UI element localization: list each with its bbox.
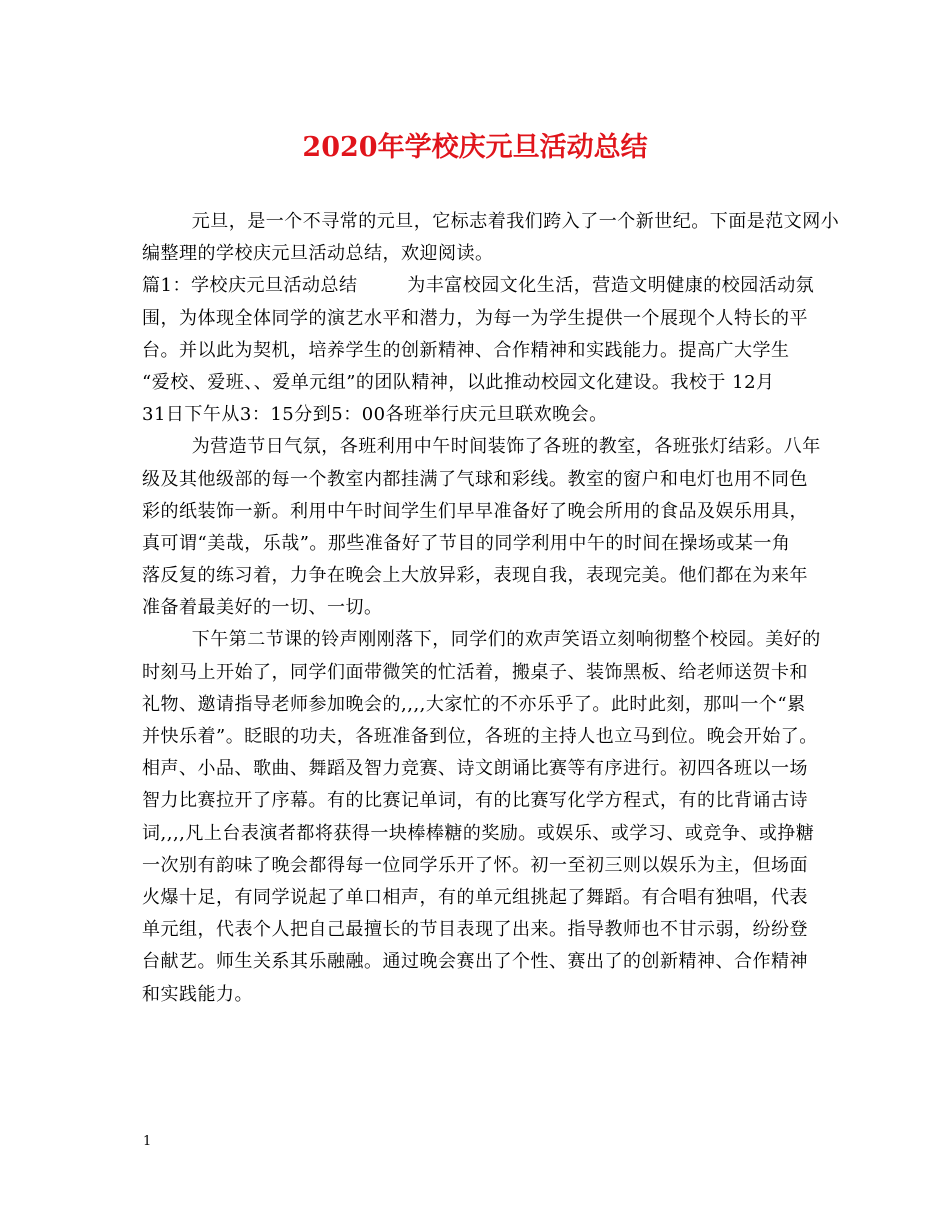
text-line: 并快乐着”。眨眼的功夫，各班准备到位，各班的主持人也立马到位。晚会开始了。	[142, 726, 818, 747]
text-line: 落反复的练习着，力争在晚会上大放异彩，表现自我，表现完美。他们都在为来年	[142, 565, 808, 587]
text-line: 围，为体现全体同学的演艺水平和潜力，为每一为学生提供一个展现个人特长的平	[142, 307, 808, 329]
text-line: 彩的纸装饰一新。利用中午时间学生们早早准备好了晚会所用的食品及娱乐用具，	[142, 500, 808, 522]
text-line: 下午第二节课的铃声刚刚落下，同学们的欢声笑语立刻响彻整个校园。美好的	[142, 629, 821, 651]
text-line: 31日下午从3：15分到5：00各班举行庆元旦联欢晚会。	[142, 404, 608, 426]
text-line: 为营造节日气氛，各班利用中午时间装饰了各班的教室，各班张灯结彩。八年	[142, 436, 821, 458]
document-body	[142, 206, 840, 1011]
text-line: 准备着最美好的一切、一切。	[142, 597, 383, 619]
text-line: 时刻马上开始了，同学们面带微笑的忙活着，搬桌子、装饰黑板、给老师送贺卡和	[142, 661, 808, 683]
text-line: 真可谓“美哉，乐哉”。那些准备好了节目的同学利用中午的时间在操场或某一角	[142, 532, 791, 554]
text-line: 元旦，是一个不寻常的元旦，它标志着我们跨入了一个新世纪。下面是范文网小	[142, 211, 840, 232]
text-line: 篇1：学校庆元旦活动总结 为丰富校园文化生活，营造文明健康的校园活动氛	[142, 275, 815, 297]
text-line: 编整理的学校庆元旦活动总结，欢迎阅读。	[142, 243, 494, 265]
text-line: “爱校、爱班、、爱单元组”的团队精神，以此推动校园文化建设。我校于 12月	[142, 371, 775, 393]
text-line: 单元组，代表个人把自己最擅长的节目表现了出来。指导教师也不甘示弱，纷纷登	[142, 919, 808, 941]
text-line: 礼物、邀请指导老师参加晚会的,,,,大家忙的不亦乐乎了。此时此刻，那叫一个“累	[142, 693, 806, 715]
text-line: 台。并以此为契机，培养学生的创新精神、合作精神和实践能力。提高广大学生	[142, 339, 790, 361]
text-line: 相声、小品、歌曲、舞蹈及智力竞赛、诗文朗诵比赛等有序进行。初四各班以一场	[142, 758, 808, 780]
text-line: 火爆十足，有同学说起了单口相声，有的单元组挑起了舞蹈。有合唱有独唱，代表	[142, 886, 808, 908]
text-line: 智力比赛拉开了序幕。有的比赛记单词，有的比赛写化学方程式，有的比背诵古诗	[142, 790, 808, 812]
document-title: 2020年学校庆元旦活动总结	[302, 132, 648, 163]
text-line: 台献艺。师生关系其乐融融。通过晚会赛出了个性、赛出了的创新精神、合作精神	[142, 951, 808, 973]
text-line: 级及其他级部的每一个教室内都挂满了气球和彩线。教室的窗户和电灯也用不同色	[142, 468, 808, 490]
page-number: 1	[143, 1134, 152, 1149]
text-line: 和实践能力。	[142, 983, 253, 1005]
text-line: 一次别有韵味了晚会都得每一位同学乐开了怀。初一至初三则以娱乐为主，但场面	[142, 854, 808, 876]
text-line: 词,,,,凡上台表演者都将获得一块棒棒糖的奖励。或娱乐、或学习、或竞争、或挣糖	[142, 822, 815, 844]
